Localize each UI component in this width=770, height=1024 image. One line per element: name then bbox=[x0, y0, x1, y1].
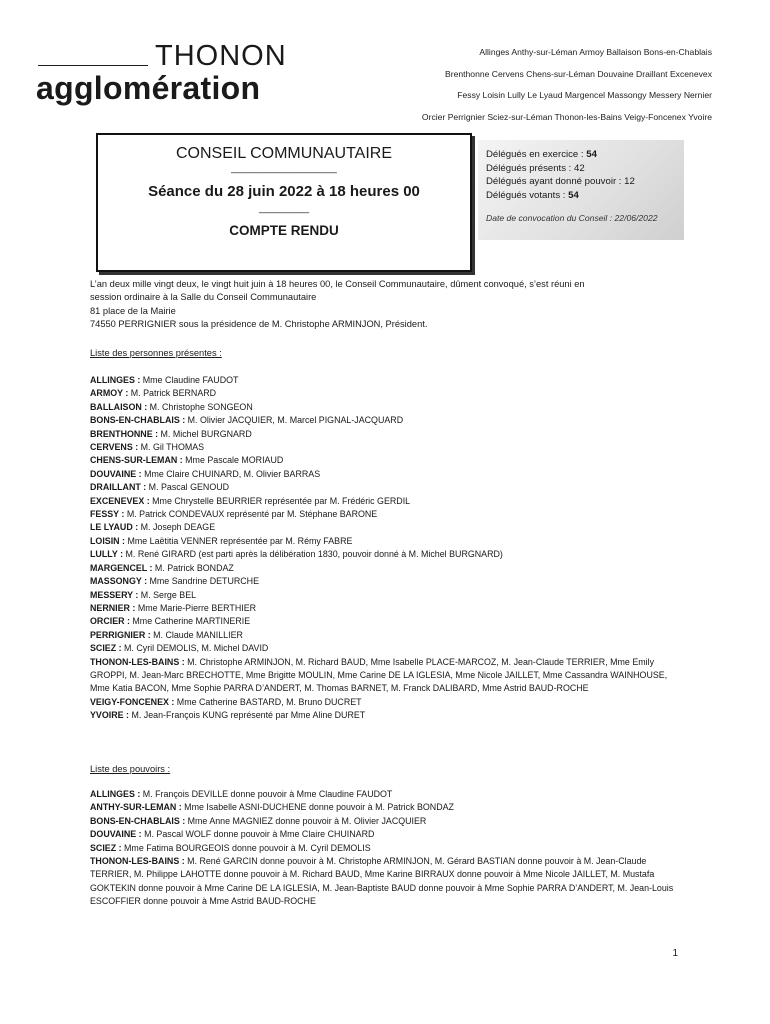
logo-agglomeration: agglomération bbox=[36, 70, 261, 106]
presents-heading: Liste des personnes présentes : bbox=[90, 348, 222, 358]
communes-line: Brenthonne Cervens Chens-sur-Léman Douvaine Draillant Excenevex bbox=[444, 68, 712, 79]
delegate-names: M. Gil THOMAS bbox=[140, 442, 205, 453]
list-item bbox=[90, 602, 684, 615]
commune-name: MESSERY : bbox=[90, 589, 141, 600]
list-item bbox=[90, 401, 684, 414]
logo-rule bbox=[38, 65, 148, 66]
intro-line: 74550 PERRIGNIER sous la présidence de M. Christophe ARMINJON, Président. bbox=[90, 319, 428, 330]
delegate-names: M. Claude MANILLIER bbox=[153, 629, 243, 640]
delegate-names: M. Christophe ARMINJON, M. Richard BAUD, Mme Isabelle PLACE-MARCOZ, M. Jean-Claude TERRIER, Mme Emily GROPPI, M. Jean-Marc BRECHOTTE, Mme Brigitte MOULIN, Mme Carine DE LA IGLESIA, Mme Nicole JAILLET, Mme Cassandra WAINHOUSE, Mme Katia BACON, Mme Sophie PARRA D’ANDERT, M. Thomas BARNET, M. Franck DALIBARD, Mme Astrid BAUD-ROCHE bbox=[90, 656, 668, 694]
seance-date: Séance du 28 juin 2022 à 18 heures 00 bbox=[148, 183, 420, 200]
list-item bbox=[90, 615, 684, 628]
delegate-names: M. François DEVILLE donne pouvoir à Mme Claudine FAUDOT bbox=[142, 789, 393, 799]
list-item bbox=[90, 589, 684, 602]
delegate-names: Mme Catherine BASTARD, M. Bruno DUCRET bbox=[176, 696, 362, 707]
delegate-names: M. Joseph DEAGE bbox=[140, 522, 216, 533]
commune-name: ORCIER : bbox=[90, 616, 133, 627]
commune-name: BONS-EN-CHABLAIS : bbox=[90, 815, 188, 826]
commune-name: NERNIER : bbox=[90, 602, 138, 613]
box-title: CONSEIL COMMUNAUTAIRE bbox=[175, 145, 392, 162]
commune-name: VEIGY-FONCENEX : bbox=[90, 696, 177, 707]
intro-line: session ordinaire à la Salle du Conseil Communautaire bbox=[90, 292, 317, 303]
commune-name: CHENS-SUR-LEMAN : bbox=[90, 455, 186, 466]
delegate-names: M. Patrick BERNARD bbox=[130, 388, 217, 399]
delegates-presents: Délégués présents : 42 bbox=[486, 162, 585, 174]
list-item bbox=[90, 387, 684, 400]
list-item bbox=[90, 535, 684, 548]
delegate-names: M. Cyril DEMOLIS, M. Michel DAVID bbox=[124, 643, 269, 654]
list-item bbox=[90, 855, 684, 909]
list-item bbox=[90, 508, 684, 521]
delegate-names: M. Olivier JACQUIER, M. Marcel PIGNAL-JACQUARD bbox=[187, 415, 404, 426]
list-item bbox=[90, 468, 684, 481]
page-number: 1 bbox=[672, 948, 678, 959]
delegate-names: M. Patrick CONDEVAUX représenté par M. Stéphane BARONE bbox=[126, 509, 378, 520]
commune-name: ANTHY-SUR-LEMAN : bbox=[90, 802, 185, 813]
list-item bbox=[90, 656, 684, 696]
delegate-names: M. Patrick BONDAZ bbox=[154, 562, 234, 573]
delegates-pouvoir: Délégués ayant donné pouvoir : 12 bbox=[486, 176, 635, 187]
delegate-names: M. Pascal WOLF donne pouvoir à Mme Claire CHUINARD bbox=[144, 829, 375, 840]
commune-name: EXCENEVEX : bbox=[90, 495, 153, 506]
list-item bbox=[90, 374, 684, 387]
communes-line: Allinges Anthy-sur-Léman Armoy Ballaison Bons-en-Chablais bbox=[479, 47, 712, 57]
commune-name: DOUVAINE : bbox=[90, 829, 145, 840]
commune-name: MASSONGY : bbox=[90, 576, 150, 587]
delegates-exercice: Délégués en exercice : 54 bbox=[486, 149, 597, 160]
intro-line: L’an deux mille vingt deux, le vingt huit juin à 18 heures 00, le Conseil Communautaire, dûment convoqué, s’est réuni en bbox=[90, 279, 585, 289]
delegate-names: Mme Laëtitia VENNER représentée par M. Rémy FABRE bbox=[127, 535, 353, 546]
commune-name: SCIEZ : bbox=[90, 842, 125, 853]
delegates-votants: Délégués votants : 54 bbox=[486, 189, 579, 201]
commune-name: ARMOY : bbox=[90, 388, 131, 399]
list-item bbox=[90, 815, 684, 828]
communes-list bbox=[332, 42, 712, 128]
commune-name: LOISIN : bbox=[90, 535, 128, 546]
box-rule: _________ bbox=[258, 203, 310, 214]
intro-paragraph bbox=[90, 278, 678, 332]
logo-thonon: THONON bbox=[155, 40, 287, 72]
communes-line: Orcier Perrignier Sciez-sur-Léman Thonon-les-Bains Veigy-Foncenex Yvoire bbox=[421, 111, 712, 122]
delegate-names: Mme Fatima BOURGEOIS donne pouvoir à M. Cyril DEMOLIS bbox=[124, 842, 371, 853]
delegate-names: M. Pascal GENOUD bbox=[148, 482, 230, 493]
communes-line: Fessy Loisin Lully Le Lyaud Margencel Massongy Messery Nernier bbox=[457, 90, 712, 100]
commune-name: YVOIRE : bbox=[90, 710, 132, 721]
list-item bbox=[90, 441, 684, 454]
delegate-names: Mme Catherine MARTINERIE bbox=[132, 616, 251, 627]
delegates-panel bbox=[478, 140, 684, 240]
list-item bbox=[90, 696, 684, 709]
presents-list bbox=[90, 374, 684, 723]
list-item bbox=[90, 495, 684, 508]
commune-name: ALLINGES : bbox=[90, 375, 143, 385]
list-item bbox=[90, 414, 684, 427]
commune-name: THONON-LES-BAINS : bbox=[90, 656, 188, 667]
commune-name: LULLY : bbox=[90, 549, 126, 560]
list-item bbox=[90, 788, 684, 801]
delegate-names: M. Serge BEL bbox=[140, 589, 197, 600]
list-item bbox=[90, 801, 684, 814]
commune-name: THONON-LES-BAINS : bbox=[90, 856, 188, 867]
title-box bbox=[96, 133, 472, 272]
box-rule: ___________________ bbox=[231, 163, 337, 174]
list-item bbox=[90, 454, 684, 467]
delegate-names: Mme Chrystelle BEURRIER représentée par M. Frédéric GERDIL bbox=[152, 495, 411, 506]
list-item bbox=[90, 828, 684, 841]
commune-name: BALLAISON : bbox=[90, 401, 150, 412]
delegate-names: Mme Sandrine DETURCHE bbox=[149, 576, 260, 587]
list-item bbox=[90, 642, 684, 655]
commune-name: ALLINGES : bbox=[90, 789, 143, 799]
commune-name: LE LYAUD : bbox=[90, 522, 141, 533]
commune-name: DOUVAINE : bbox=[90, 468, 145, 479]
delegate-names: Mme Marie-Pierre BERTHIER bbox=[137, 602, 257, 613]
intro-line: 81 place de la Mairie bbox=[90, 305, 176, 316]
delegate-names: Mme Isabelle ASNI-DUCHENE donne pouvoir à M. Patrick BONDAZ bbox=[184, 802, 454, 813]
commune-name: DRAILLANT : bbox=[90, 482, 149, 493]
pouvoirs-heading: Liste des pouvoirs : bbox=[90, 764, 171, 774]
list-item bbox=[90, 481, 684, 494]
pouvoirs-list bbox=[90, 788, 684, 909]
commune-name: BONS-EN-CHABLAIS : bbox=[90, 415, 188, 426]
delegate-names: M. René GIRARD (est parti après la délibération 1830, pouvoir donné à M. Michel BURGNARD) bbox=[125, 549, 503, 560]
commune-name: BRENTHONNE : bbox=[90, 428, 161, 439]
list-item bbox=[90, 629, 684, 642]
delegate-names: Mme Claudine FAUDOT bbox=[142, 375, 239, 385]
delegate-names: Mme Claire CHUINARD, M. Olivier BARRAS bbox=[144, 468, 321, 479]
delegate-names: M. Christophe SONGEON bbox=[149, 401, 253, 412]
list-item bbox=[90, 548, 684, 561]
delegate-names: Mme Pascale MORIAUD bbox=[185, 455, 284, 466]
compte-rendu-title: COMPTE RENDU bbox=[229, 223, 339, 238]
list-item bbox=[90, 521, 684, 534]
delegate-names: M. Michel BURGNARD bbox=[160, 428, 252, 439]
commune-name: CERVENS : bbox=[90, 442, 141, 453]
list-item bbox=[90, 842, 684, 855]
convocation-date: Date de convocation du Conseil : 22/06/2022 bbox=[486, 213, 658, 223]
list-item bbox=[90, 575, 684, 588]
commune-name: SCIEZ : bbox=[90, 643, 125, 654]
commune-name: MARGENCEL : bbox=[90, 562, 155, 573]
commune-name: PERRIGNIER : bbox=[90, 629, 154, 640]
commune-name: FESSY : bbox=[90, 509, 127, 520]
delegate-names: M. Jean-François KUNG représenté par Mme Aline DURET bbox=[131, 710, 366, 721]
list-item bbox=[90, 428, 684, 441]
delegate-names: Mme Anne MAGNIEZ donne pouvoir à M. Olivier JACQUIER bbox=[187, 815, 427, 826]
delegate-names: M. René GARCIN donne pouvoir à M. Christophe ARMINJON, M. Gérard BASTIAN donne pouvoir à M. Jean-Claude TERRIER, M. Philippe LAHOTTE donne pouvoir à M. Richard BAUD, Mme Karine BIRRAUX donne pouvoir à Mme Nicole JAILLET, M. Mustafa GOKTEKIN donne pouvoir à Mme Carine DE LA IGLESIA, M. Jean-Baptiste BAUD donne pouvoir à Mme Sophie PARRA D’ANDERT, M. Jean-Louis ESCOFFIER donne pouvoir à Mme Astrid BAUD-ROCHE bbox=[90, 856, 674, 907]
list-item bbox=[90, 709, 684, 722]
list-item bbox=[90, 562, 684, 575]
